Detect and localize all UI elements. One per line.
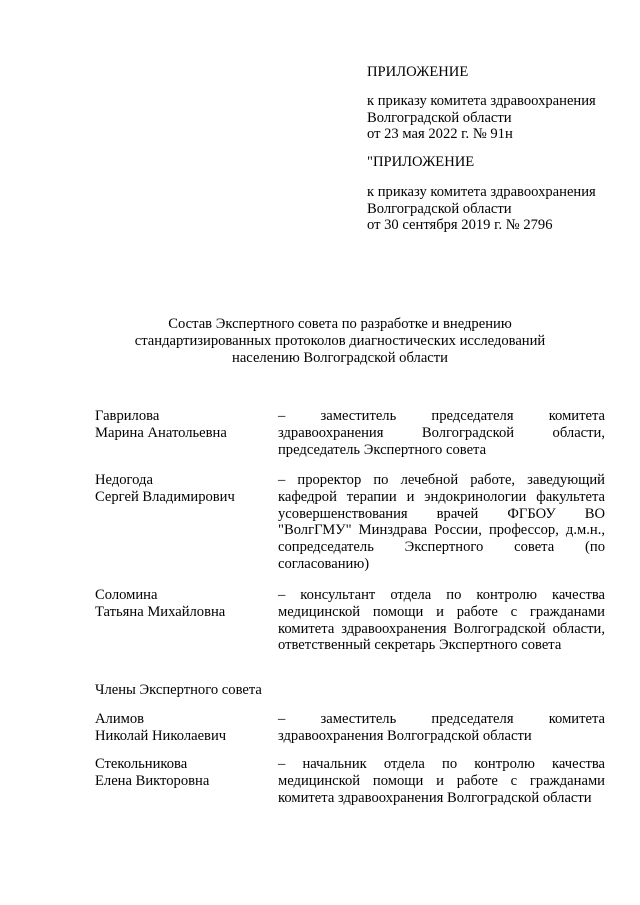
member-role: – заместитель председателя комитета здравоохранения Волгоградской области xyxy=(278,711,605,744)
appendix-reference-line: от 23 мая 2022 г. № 91н xyxy=(367,126,513,143)
appendix-reference-line: к приказу комитета здравоохранения xyxy=(367,183,596,200)
member-given-name: Николай Николаевич xyxy=(95,727,227,744)
title-line: Состав Экспертного совета по разработке и внедрению xyxy=(168,316,512,332)
member-surname: Гаврилова xyxy=(95,408,160,424)
member-given-name: Елена Викторовна xyxy=(95,772,210,789)
member-surname: Алимов xyxy=(95,711,145,727)
appendix-header-original xyxy=(367,154,617,234)
appendix-heading: "ПРИЛОЖЕНИЕ xyxy=(367,154,475,170)
appendix-reference-line: Волгоградской области xyxy=(367,200,512,217)
document-title xyxy=(60,316,620,366)
member-name xyxy=(95,711,270,745)
appendix-reference-line: Волгоградской области xyxy=(367,109,512,126)
appendix-reference xyxy=(367,184,617,234)
member-surname: Соломина xyxy=(95,587,158,603)
member-name xyxy=(95,472,270,506)
member-role: – консультант отдела по контролю качества медицинской помощи и работе с гражданами комитета здравоохранения Волгоградской области, ответственный секретарь Экспертного совета xyxy=(278,587,605,654)
appendix-reference-line: от 30 сентября 2019 г. № 2796 xyxy=(367,217,553,234)
member-surname: Стекольникова xyxy=(95,756,188,772)
member-given-name: Сергей Владимирович xyxy=(95,488,235,505)
title-line: стандартизированных протоколов диагностических исследований xyxy=(134,332,546,349)
member-given-name: Марина Анатольевна xyxy=(95,424,227,441)
member-name xyxy=(95,408,270,442)
member-given-name: Татьяна Михайловна xyxy=(95,603,226,620)
member-role: – проректор по лечебной работе, заведующий кафедрой терапии и эндокринологии факультета усовершенствования врачей ФГБОУ ВО "ВолгГМУ" Минздрава России, профессор, д.м.н., сопредседатель Экспертного совета (по согласованию) xyxy=(278,472,605,572)
member-name xyxy=(95,756,270,790)
member-role: – заместитель председателя комитета здравоохранения Волгоградской области, председатель Экспертного совета xyxy=(278,408,605,458)
members-section-label: Члены Экспертного совета xyxy=(95,682,262,698)
title-line: населению Волгоградской области xyxy=(232,349,448,366)
appendix-header-current xyxy=(367,64,617,143)
member-name xyxy=(95,587,270,621)
appendix-heading: ПРИЛОЖЕНИЕ xyxy=(367,64,469,80)
member-role: – начальник отдела по контролю качества медицинской помощи и работе с гражданами комитета здравоохранения Волгоградской области xyxy=(278,756,605,806)
appendix-reference xyxy=(367,93,617,143)
appendix-reference-line: к приказу комитета здравоохранения xyxy=(367,92,596,109)
member-surname: Недогода xyxy=(95,472,153,488)
